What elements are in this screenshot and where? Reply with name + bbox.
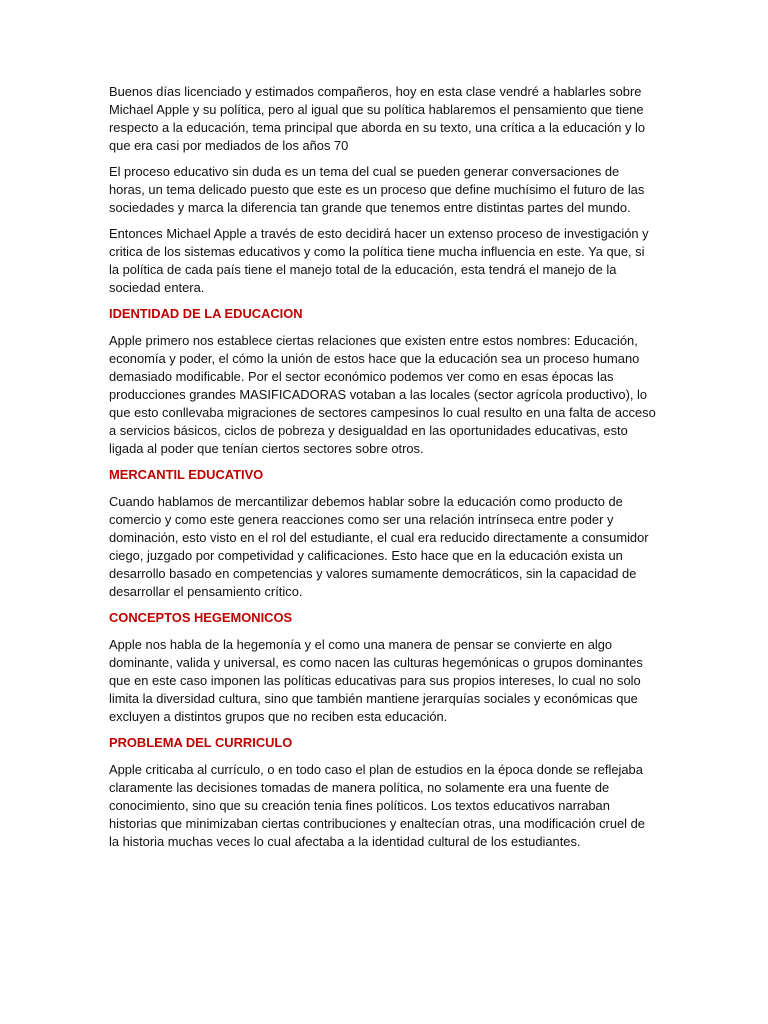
document-page — [109, 83, 657, 859]
section-heading-mercantil: MERCANTIL EDUCATIVO — [109, 467, 264, 483]
intro-paragraph-3: Entonces Michael Apple a través de esto decidirá hacer un extenso proceso de investigación y critica de los sistemas educativos y como la política tiene mucha influencia en este. Ya que, si la política de cada país tiene el manejo total de la educación, esta tendrá el manejo de la sociedad entera. — [109, 226, 649, 296]
section-body-hegemonicos: Apple nos habla de la hegemonía y el como una manera de pensar se convierte en algo dominante, valida y universal, es como nacen las culturas hegemónicas o grupos dominantes que en este caso imponen las políticas educativas para sus propios intereses, lo cual no solo limita la diversidad cultura, sino que también mantiene jerarquías sociales y económicas que excluyen a distintos grupos que no reciben esta educación. — [109, 636, 643, 724]
section-body-curriculo: Apple criticaba al currículo, o en todo caso el plan de estudios en la época donde se reflejaba claramente las decisiones tomadas de manera política, no solamente era una fuente de conocimiento, sino que su creación tenia fines políticos. Los textos educativos narraban historias que minimizaban ciertas contribuciones y enaltecían otras, una modificación cruel de la historia muchas veces lo cual afectaba a la identidad cultural de los estudiantes. — [109, 761, 645, 849]
section-body-identidad: Apple primero nos establece ciertas relaciones que existen entre estos nombres: Educación, economía y poder, el cómo la unión de estos hace que la educación sea un proceso humano demasiado modificable. Por el sector económico podemos ver como en esas épocas las producciones grandes MASIFICADORAS votaban a las locales (sector agrícola productivo), lo que esto conllevaba migraciones de sectores campesinos lo cual resulto en una falta de acceso a servicios básicos, ciclos de pobreza y desigualdad en las oportunidades educativas, esto ligada al poder que tenían ciertos sectores sobre otros. — [109, 333, 656, 456]
intro-paragraph-1: Buenos días licenciado y estimados compañeros, hoy en esta clase vendré a hablarles sobre Michael Apple y su política, pero al igual que su política hablaremos el pensamiento que tiene respecto a la educación, tema principal que aborda en su texto, una crítica a la educación y lo que era casi por mediados de los años 70 — [109, 84, 646, 153]
section-body-mercantil: Cuando hablamos de mercantilizar debemos hablar sobre la educación como producto de comercio y como este genera reacciones como ser una relación intrínseca entre poder y dominación, esto visto en el rol del estudiante, el cual era reducido directamente a consumidor ciego, juzgado por competividad y calificaciones. Esto hace que en la educación exista un desarrollo basado en competencias y valores sumamente democráticos, sin la capacidad de desarrollar el pensamiento crítico. — [109, 494, 649, 599]
section-heading-curriculo: PROBLEMA DEL CURRICULO — [109, 735, 293, 750]
intro-paragraph-2: El proceso educativo sin duda es un tema del cual se pueden generar conversaciones de horas, un tema delicado puesto que este es un proceso que define muchísimo el futuro de las sociedades y marca la diferencia tan grande que tenemos entre distintas partes del mundo. — [109, 164, 645, 215]
section-heading-identidad: IDENTIDAD DE LA EDUCACION — [109, 306, 303, 322]
section-heading-hegemonicos: CONCEPTOS HEGEMONICOS — [109, 610, 293, 626]
